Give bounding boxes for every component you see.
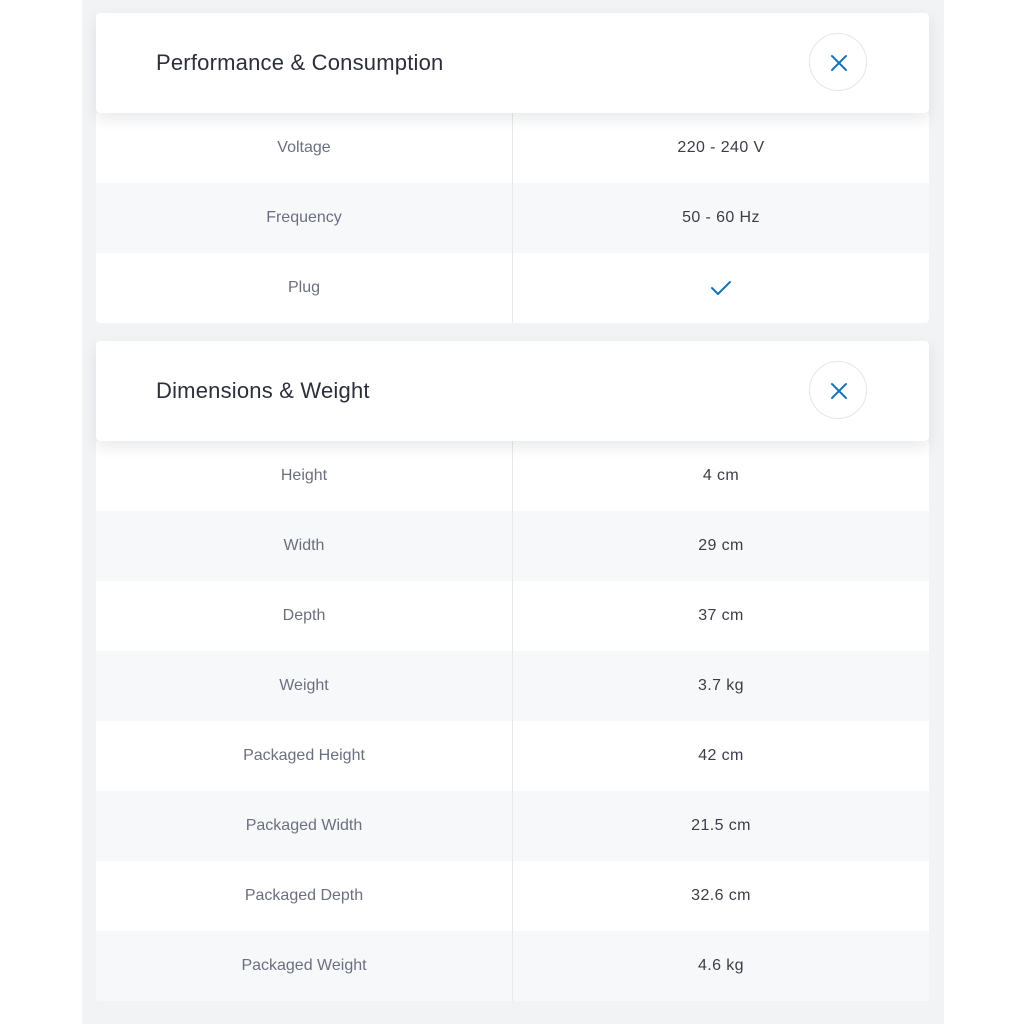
spec-value: 42 cm: [698, 747, 744, 764]
spec-value: 3.7 kg: [698, 677, 744, 694]
spec-label: Packaged Width: [96, 791, 513, 861]
spec-label: Packaged Depth: [96, 861, 513, 931]
spec-label: Voltage: [96, 113, 513, 183]
table-row: [96, 861, 929, 931]
spec-value: 37 cm: [698, 607, 744, 624]
spec-label: Plug: [96, 253, 513, 323]
collapse-button[interactable]: [809, 361, 867, 419]
spec-value: 32.6 cm: [691, 887, 751, 904]
spec-value: 4 cm: [702, 467, 740, 484]
table-row: [96, 113, 929, 183]
section-title: Performance & Consumption: [156, 50, 444, 75]
spec-table: [96, 113, 929, 323]
table-row: [96, 791, 929, 861]
table-row: [96, 581, 929, 651]
close-icon: [829, 53, 849, 73]
spec-label: Height: [96, 441, 513, 511]
table-row: [96, 441, 929, 511]
close-icon: [829, 381, 849, 401]
spec-value: 50 - 60 Hz: [682, 209, 760, 226]
dimensions-section: [96, 341, 929, 1001]
spec-table: [96, 441, 929, 1001]
spec-label: Packaged Weight: [96, 931, 513, 1001]
spec-label: Width: [96, 511, 513, 581]
spec-value: 4.6 kg: [698, 957, 744, 974]
spec-label: Packaged Height: [96, 721, 513, 791]
table-row: [96, 511, 929, 581]
spec-value: 21.5 cm: [691, 817, 751, 834]
spec-value: [513, 253, 929, 323]
table-row: [96, 183, 929, 253]
table-row: [96, 721, 929, 791]
performance-section: [96, 13, 929, 323]
spec-label: Frequency: [96, 183, 513, 253]
checkmark-icon: [710, 279, 732, 297]
collapse-button[interactable]: [809, 33, 867, 91]
section-header[interactable]: [96, 13, 929, 113]
table-row: [96, 651, 929, 721]
spec-value: 29 cm: [698, 537, 744, 554]
section-title: Dimensions & Weight: [156, 378, 370, 403]
table-row: [96, 253, 929, 323]
section-header[interactable]: [96, 341, 929, 441]
table-row: [96, 931, 929, 1001]
spec-value: 220 - 240 V: [677, 139, 765, 156]
spec-label: Depth: [96, 581, 513, 651]
spec-label: Weight: [96, 651, 513, 721]
